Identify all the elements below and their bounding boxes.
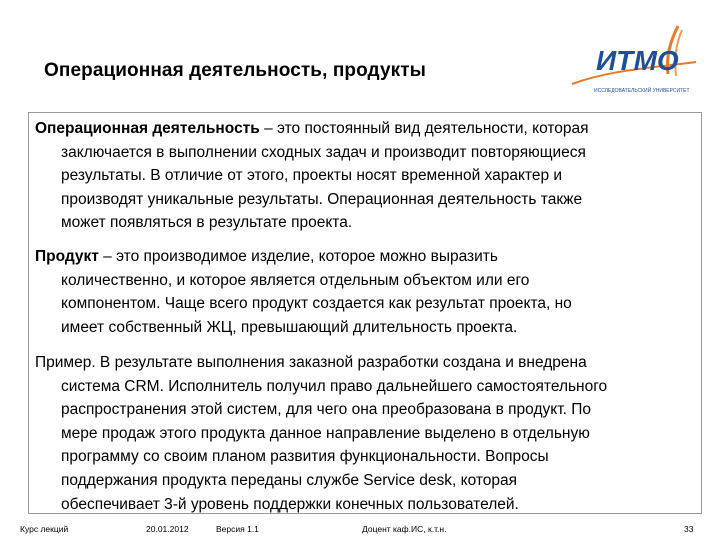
example-line: обеспечивает 3-й уровень поддержки конечных пользователей.: [61, 495, 519, 513]
definition-line: может появляться в результате проекта.: [61, 214, 353, 232]
definition-line: производят уникальные результаты. Операционная деятельность также: [61, 190, 583, 208]
example-line: распространения этой систем, для чего она преобразована в продукт. По: [61, 401, 591, 419]
paragraph-product: [35, 245, 699, 339]
definition-line: – это производимое изделие, которое можно выразить: [98, 248, 498, 265]
definition-line: компонентом. Чаще всего продукт создается как результат проекта, но: [61, 295, 572, 313]
paragraph-operational-activity: [35, 117, 699, 235]
itmo-logo: [570, 22, 700, 100]
definition-line: результаты. В отличие от этого, проекты носят временной характер и: [61, 167, 563, 185]
example-line: программу со своим планом развития функциональности. Вопросы: [61, 448, 549, 466]
footer-date: 20.01.2012: [146, 524, 189, 534]
slide-title: Операционная деятельность, продукты: [44, 60, 426, 81]
term-operational-activity: Операционная деятельность: [35, 120, 260, 137]
footer-page-number: 33: [684, 524, 694, 534]
example-line: Пример. В результате выполнения заказной разработки создана и внедрена: [35, 354, 587, 371]
definition-line: заключается в выполнении сходных задач и производит повторяющиеся: [61, 143, 586, 161]
footer-course: Курс лекций: [20, 524, 69, 534]
footer-version: Версия 1.1: [216, 524, 259, 534]
example-line: поддержания продукта переданы службе Service desk, которая: [61, 471, 518, 489]
example-line: мере продаж этого продукта данное направление выделено в отдельную: [61, 424, 590, 442]
logo-tagline: ИССЛЕДОВАТЕЛЬСКИЙ УНИВЕРСИТЕТ: [594, 88, 690, 94]
definition-line: – это постоянный вид деятельности, которая: [259, 120, 589, 137]
footer-author: Доцент каф.ИС, к.т.н.: [362, 524, 447, 534]
paragraph-example: [35, 351, 699, 516]
term-product: Продукт: [35, 248, 99, 265]
example-line: система CRM. Исполнитель получил право дальнейшего самостоятельного: [61, 377, 608, 395]
definition-line: количественно, и которое является отдельным объектом или его: [61, 271, 530, 289]
content-box: [28, 112, 702, 514]
definition-line: имеет собственный ЖЦ, превышающий длительность проекта.: [61, 318, 518, 336]
logo-wordmark: ИТМО: [596, 45, 679, 76]
